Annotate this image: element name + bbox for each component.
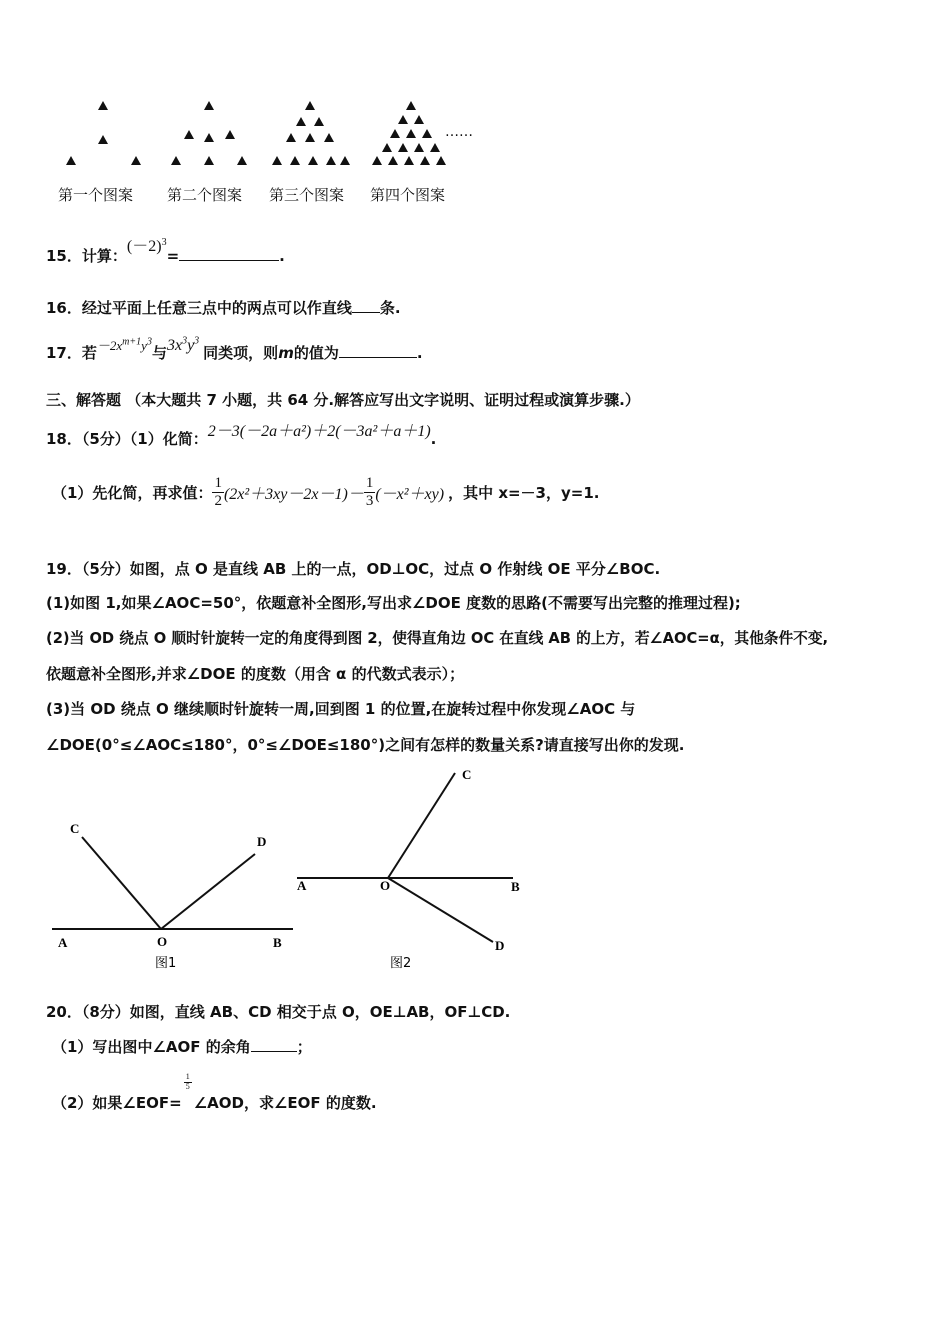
- math-expression: (－2): [126, 238, 162, 255]
- label-b: B: [273, 935, 282, 950]
- question-20-line-3: [52, 1072, 377, 1114]
- fraction-1: $\frac{1}{2}$: [214, 475, 222, 509]
- triangle-mark: [414, 115, 424, 124]
- term-2: $3x^3y^3$: [166, 335, 200, 354]
- triangle-patterns-figure: [55, 95, 505, 175]
- text-if: 若: [81, 344, 97, 362]
- pattern-2: [171, 101, 247, 165]
- triangle-mark: [404, 156, 414, 165]
- question-number: 16．: [46, 299, 82, 317]
- label-o: O: [157, 934, 168, 949]
- question-text: （1）先化简，再求值：: [52, 483, 213, 502]
- triangle-mark: [430, 143, 440, 152]
- triangle-mark: [422, 129, 432, 138]
- triangle-mark: [406, 101, 416, 110]
- section-3-heading: 三、解答题 （本大题共 7 小题，共 64 分.解答应写出文字说明、证明过程或演算步骤.）: [46, 391, 640, 409]
- answer-blank[interactable]: [179, 246, 279, 261]
- triangle-mark: [326, 156, 336, 165]
- triangle-mark: [171, 156, 181, 165]
- question-19-line-2: (1)如图 1,如果∠AOC=50°，依题意补全图形,写出求∠DOE 度数的思路(不需要写出完整的推理过程);: [46, 594, 741, 612]
- pattern-caption-2: 第二个图案: [167, 186, 243, 204]
- pattern-4: [372, 101, 446, 165]
- question-16: [46, 297, 401, 318]
- question-text: （2）如果∠EOF=: [52, 1094, 182, 1112]
- triangle-mark: [305, 101, 315, 110]
- triangle-mark: [225, 130, 235, 139]
- math-expression-2: (－x²＋xy): [375, 485, 445, 503]
- figure-caption: 图1: [155, 956, 177, 971]
- question-19-line-4: 依题意补全图形,并求∠DOE 的度数（用含 α 的代数式表示）；: [46, 665, 465, 683]
- question-17: [46, 335, 423, 363]
- question-19-line-6: ∠DOE(0°≤∠AOC≤180°，0°≤∠DOE≤180°)之间有怎样的数量关系?请直接写出你的发现.: [46, 736, 685, 754]
- figure-caption: 图2: [390, 956, 412, 971]
- triangle-mark: [372, 156, 382, 165]
- triangle-mark: [98, 101, 108, 110]
- question-text: （1）写出图中∠AOF 的余角: [52, 1038, 251, 1056]
- triangle-mark: [290, 156, 300, 165]
- question-20-line-2: [52, 1036, 312, 1057]
- question-text: 计算：: [81, 247, 127, 265]
- text-and: 与: [151, 344, 167, 362]
- pattern-1: [66, 101, 141, 165]
- pattern-3: [272, 101, 350, 165]
- label-b: B: [511, 879, 520, 894]
- question-19-line-5: (3)当 OD 绕点 O 继续顺时针旋转一周,回到图 1 的位置,在旋转过程中你发现∠AOC 与: [46, 700, 636, 718]
- question-text-end: 条.: [379, 299, 401, 317]
- label-a: A: [297, 878, 307, 893]
- question-19-line-3: (2)当 OD 绕点 O 顺时针旋转一定的角度得到图 2，使得直角边 OC 在直线 AB 的上方，若∠AOC=α，其他条件不变,: [46, 630, 829, 647]
- math-expression: 2－3(－2a＋a²)＋2(－3a²＋a＋1): [207, 423, 431, 440]
- triangle-mark: [308, 156, 318, 165]
- triangle-mark: [66, 156, 76, 165]
- question-text: 经过平面上任意三点中的两点可以作直线: [81, 299, 352, 317]
- triangle-mark: [414, 143, 424, 152]
- question-number: 18．（5分）（1）化简：: [46, 430, 208, 448]
- condition-text: ，其中 x=－3，y=1.: [448, 483, 600, 502]
- ray-oc: [388, 773, 455, 878]
- triangle-mark: [272, 156, 282, 165]
- question-20-line-1: 20．（8分）如图，直线 AB、CD 相交于点 O，OE⊥AB，OF⊥CD.: [46, 1003, 511, 1021]
- figure-1: [50, 820, 300, 980]
- question-18-part-2: [52, 475, 599, 509]
- triangle-mark: [314, 117, 324, 126]
- label-a: A: [58, 935, 68, 950]
- question-18-part-1: [46, 423, 437, 449]
- label-d: D: [495, 938, 505, 953]
- question-number: 17．: [46, 344, 82, 362]
- triangle-mark: [324, 133, 334, 142]
- ray-od: [161, 854, 255, 929]
- triangle-mark: [204, 101, 214, 110]
- triangle-mark: [237, 156, 247, 165]
- triangle-mark: [388, 156, 398, 165]
- triangle-mark: [296, 117, 306, 126]
- triangle-mark: [406, 129, 416, 138]
- label-c: C: [70, 821, 80, 836]
- question-number: 15．: [46, 247, 82, 265]
- answer-blank[interactable]: [251, 1037, 297, 1052]
- triangle-mark: [131, 156, 141, 165]
- label-d: D: [257, 834, 267, 849]
- answer-blank[interactable]: [339, 343, 417, 358]
- triangle-mark: [204, 156, 214, 165]
- triangle-mark: [286, 133, 296, 142]
- figure-2: [295, 765, 535, 975]
- pattern-caption-1: 第一个图案: [58, 186, 134, 204]
- triangle-mark: [420, 156, 430, 165]
- semicolon: ；: [296, 1038, 312, 1056]
- fraction-2: $\frac{1}{3}$: [365, 475, 374, 509]
- math-expression: (2x²＋3xy－2x－1)－: [223, 485, 364, 503]
- label-c: C: [462, 767, 472, 782]
- triangle-mark: [382, 143, 392, 152]
- period: .: [430, 430, 437, 448]
- text-like-terms: 同类项，则: [203, 344, 279, 362]
- question-text-end: ∠AOD，求∠EOF 的度数.: [193, 1094, 377, 1112]
- triangle-mark: [436, 156, 446, 165]
- triangle-mark: [398, 115, 408, 124]
- term-1: $-2x^{m+1}y^3$: [96, 336, 152, 353]
- triangle-mark: [305, 133, 315, 142]
- triangle-mark: [98, 135, 108, 144]
- pattern-caption-3: 第三个图案: [269, 186, 345, 204]
- equals-sign: =: [166, 247, 180, 265]
- ray-od: [388, 878, 493, 942]
- triangle-mark: [204, 133, 214, 142]
- triangle-mark: [390, 129, 400, 138]
- period: .: [416, 344, 423, 362]
- exponent: 3: [161, 237, 167, 248]
- text-value: 的值为: [293, 344, 339, 362]
- ray-oc: [82, 837, 161, 929]
- label-o: O: [380, 878, 391, 893]
- period: .: [279, 247, 285, 265]
- pattern-caption-4: 第四个图案: [370, 186, 446, 204]
- triangle-mark: [398, 143, 408, 152]
- fraction: $\frac{1}{5}$: [185, 1072, 190, 1092]
- triangle-mark: [184, 130, 194, 139]
- variable-m: m: [278, 344, 294, 362]
- triangle-mark: [340, 156, 350, 165]
- question-19-line-1: 19．（5分）如图，点 O 是直线 AB 上的一点，OD⊥OC，过点 O 作射线 OE 平分∠BOC.: [46, 560, 661, 578]
- question-15: [46, 237, 285, 266]
- answer-blank[interactable]: [352, 298, 380, 313]
- pattern-ellipsis: ……: [445, 124, 473, 140]
